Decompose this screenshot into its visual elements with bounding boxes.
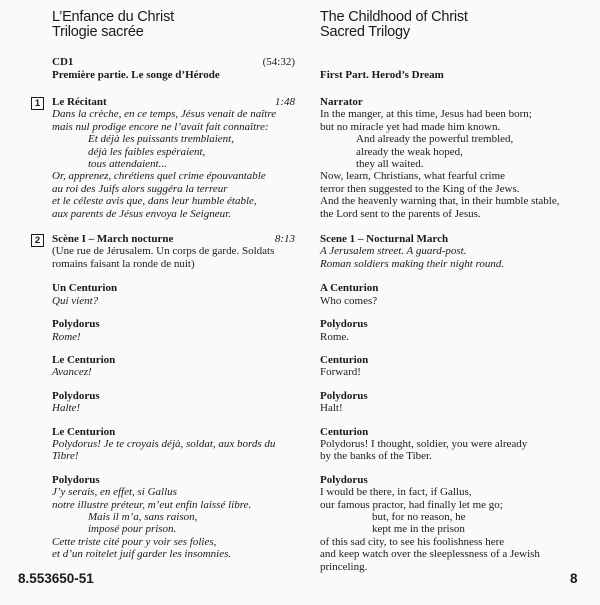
- track-2-duration: 8:13: [274, 233, 295, 246]
- dialogue-line: by the banks of the Tiber.: [320, 450, 432, 463]
- verse-line: terror then suggested to the King of the Jews.: [320, 182, 520, 195]
- dialogue-line: Polydorus! Je te croyais déjà, soldat, aux bords du: [52, 437, 276, 450]
- speaker-name: Polydorus: [52, 389, 100, 402]
- stage-direction: (Une rue de Jérusalem. Un corps de garde. Soldats: [52, 245, 275, 258]
- verse-line: déjà les faibles espéraient,: [88, 145, 206, 158]
- speaker-name: Polydorus: [52, 473, 100, 486]
- dialogue-line: Qui vient?: [52, 294, 99, 307]
- dialogue-line: Halt!: [320, 402, 343, 415]
- french-subtitle: Trilogie sacrée: [52, 24, 144, 40]
- verse-line: they all waited.: [356, 158, 424, 171]
- english-subtitle: Sacred Trilogy: [320, 24, 410, 40]
- verse-line: Dans la crèche, en ce temps, Jésus venait de naître: [52, 108, 277, 121]
- dialogue-line: Polydorus! I thought, soldier, you were already: [320, 437, 528, 450]
- stage-direction: romains faisant la ronde de nuit): [52, 257, 195, 270]
- speaker-name: Polydorus: [320, 389, 368, 402]
- english-part-title: First Part. Herod’s Dream: [320, 69, 444, 81]
- verse-line: Et déjà les puissants tremblaient,: [88, 133, 234, 146]
- dialogue-block: [52, 318, 295, 343]
- track-2-english: [320, 233, 582, 270]
- speaker-name: Polydorus: [320, 473, 368, 486]
- track-2-french: [34, 233, 295, 270]
- speaker-name: Le Centurion: [52, 353, 116, 366]
- dialogue-line: kept me in the prison: [372, 523, 465, 536]
- french-part-title: Première partie. Le songe d’Hérode: [52, 69, 220, 81]
- dialogue-line: notre illustre préteur, m’eut enfin laissé libre.: [52, 498, 252, 511]
- dialogue-line: I would be there, in fact, if Gallus,: [320, 486, 472, 499]
- track-1-duration: 1:48: [274, 96, 295, 108]
- dialogue-block: [320, 474, 582, 573]
- dialogue-line: Cette triste cité pour y voir ses folies,: [52, 535, 217, 548]
- track-number-2: 2: [31, 234, 44, 247]
- dialogue-line: Rome.: [320, 330, 350, 343]
- dialogue-line: J’y serais, en effet, si Gallus: [52, 486, 177, 499]
- verse-line: the Lord sent to the parents of Jesus.: [320, 207, 481, 220]
- dialogue-line: Tibre!: [52, 450, 79, 463]
- speaker-name: Le Centurion: [52, 425, 116, 438]
- verse-line: but no miracle yet had made him known.: [320, 120, 501, 133]
- speaker-name: Le Récitant: [52, 96, 107, 108]
- speaker-name: Un Centurion: [52, 282, 118, 295]
- speaker-name: Polydorus: [320, 318, 368, 331]
- verse-line: In the manger, at this time, Jesus had been born;: [320, 108, 532, 121]
- dialogue-line: Rome!: [52, 330, 81, 343]
- french-column: [34, 9, 295, 561]
- speaker-name: Polydorus: [52, 318, 100, 331]
- dialogue-block: [52, 282, 295, 307]
- speaker-name: Narrator: [320, 96, 363, 108]
- verse-line: Now, learn, Christians, what fearful crime: [320, 170, 506, 183]
- cd-label: CD1: [52, 56, 74, 68]
- verse-line: aux parents de Jésus envoya le Seigneur.: [52, 207, 231, 220]
- dialogue-block: [52, 390, 295, 415]
- scene-heading: Scene 1 – Nocturnal March: [320, 233, 449, 246]
- english-column: [320, 10, 582, 573]
- speaker-name: A Centurion: [320, 282, 379, 295]
- verse-line: And already the powerful trembled,: [356, 133, 514, 146]
- french-title: L’Enfance du Christ: [52, 9, 174, 25]
- dialogue-line: et d’un roitelet juif garder les insomnies.: [52, 548, 232, 561]
- dialogue-block: [52, 474, 295, 561]
- dialogue-block: [320, 282, 582, 307]
- dialogue-line: our famous practor, had finally let me go;: [320, 498, 503, 511]
- verse-line: mais nul prodige encore ne l’avait fait connaître:: [52, 120, 269, 133]
- dialogue-line: Avancez!: [52, 366, 92, 379]
- speaker-name: Centurion: [320, 353, 369, 366]
- track-1-english: [320, 96, 582, 220]
- cd-heading: [52, 56, 295, 82]
- english-title: The Childhood of Christ: [320, 9, 468, 25]
- dialogue-line: Who comes?: [320, 294, 378, 307]
- dialogue-block: [320, 354, 582, 379]
- dialogue-block: [320, 390, 582, 415]
- dialogue-line: Halte!: [52, 402, 81, 415]
- dialogue-block: [52, 354, 295, 379]
- page-number: 8: [570, 571, 578, 586]
- dialogue-line: Forward!: [320, 366, 361, 379]
- verse-line: And the heavenly warning that, in their humble stable,: [320, 195, 560, 208]
- dialogue-line: princeling.: [320, 560, 368, 573]
- verse-line: Or, apprenez, chrétiens quel crime épouvantable: [52, 170, 266, 183]
- scene-heading: Scène I – March nocturne: [52, 233, 174, 246]
- english-part-heading: [320, 69, 582, 82]
- dialogue-block: [320, 426, 582, 463]
- dialogue-line: but, for no reason, he: [372, 510, 466, 523]
- dialogue-line: of this sad city, to see his foolishness here: [320, 535, 505, 548]
- stage-direction: Roman soldiers making their night round.: [320, 257, 505, 270]
- track-number-1: 1: [31, 97, 44, 110]
- speaker-name: Centurion: [320, 425, 369, 438]
- verse-line: et le céleste avis que, dans leur humble étable,: [52, 195, 257, 208]
- verse-line: already the weak hoped,: [356, 145, 463, 158]
- dialogue-line: imposé pour prison.: [88, 523, 177, 536]
- dialogue-block: [52, 426, 295, 463]
- dialogue-line: Mais il m’a, sans raison,: [88, 510, 198, 523]
- verse-line: au roi des Juifs alors suggéra la terreur: [52, 182, 228, 195]
- dialogue-block: [320, 318, 582, 343]
- stage-direction: A Jerusalem street. A guard-post.: [320, 245, 467, 258]
- cd-duration: (54:32): [262, 56, 295, 68]
- catalog-number: 8.553650-51: [18, 571, 94, 586]
- verse-line: tous attendaient...: [88, 158, 167, 171]
- track-1-french: [34, 96, 295, 220]
- dialogue-line: and keep watch over the sleeplessness of a Jewish: [320, 548, 540, 561]
